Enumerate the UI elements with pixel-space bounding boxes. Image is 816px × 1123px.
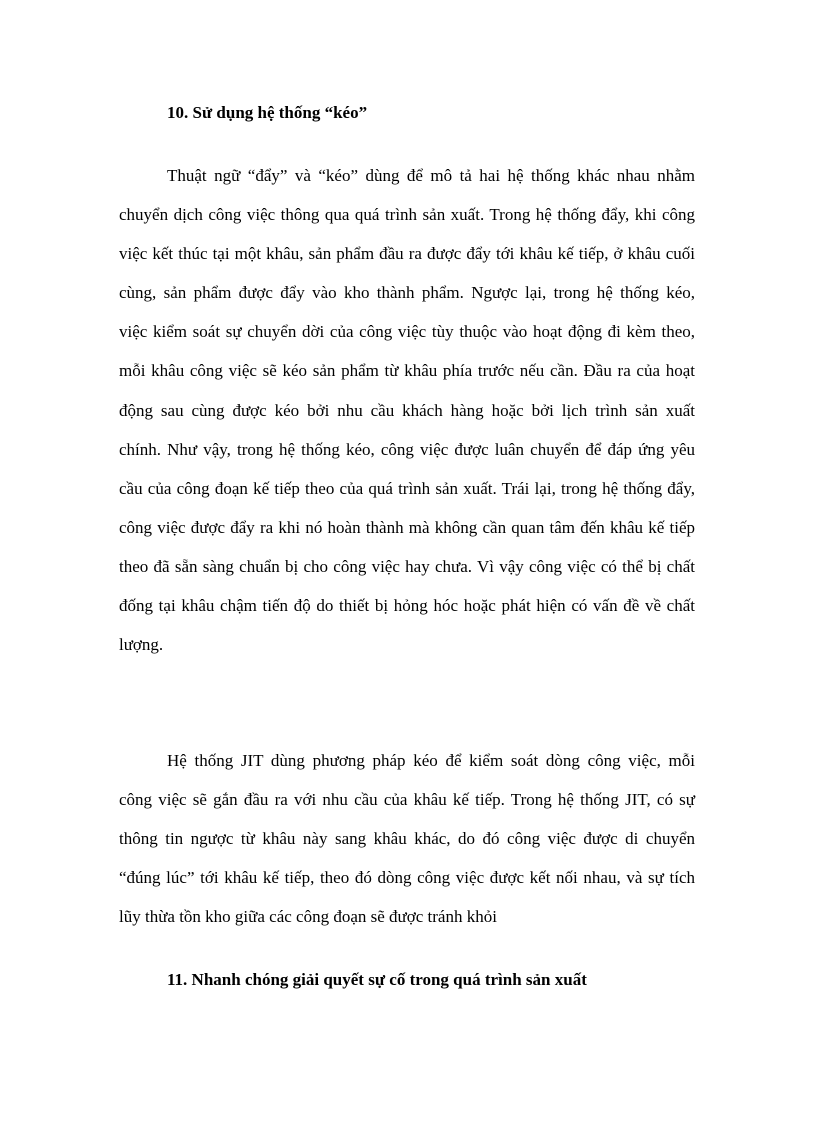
paragraph-line: chuyển dịch công việc thông qua quá trình sản xuất. Trong hệ thống đẩy, khi công	[119, 205, 695, 225]
paragraph-line: thông tin ngược từ khâu này sang khâu khác, do đó công việc được di chuyển	[119, 829, 695, 849]
paragraph-line: công việc sẽ gắn đầu ra với nhu cầu của khâu kế tiếp. Trong hệ thống JIT, có sự	[119, 790, 695, 810]
paragraph-jit-system	[119, 741, 695, 936]
section-11-heading: 11. Nhanh chóng giải quyết sự cố trong quá trình sản xuất	[167, 970, 587, 989]
paragraph-line: động sau cùng được kéo bởi nhu cầu khách hàng hoặc bởi lịch trình sản xuất	[119, 400, 695, 420]
paragraph-line: Hệ thống JIT dùng phương pháp kéo để kiểm soát dòng công việc, mỗi	[167, 751, 695, 770]
paragraph-line: chính. Như vậy, trong hệ thống kéo, công việc được luân chuyển để đáp ứng yêu	[119, 439, 695, 459]
paragraph-line: mỗi khâu công việc sẽ kéo sản phẩm từ khâu phía trước nếu cần. Đầu ra của hoạt	[119, 361, 695, 381]
paragraph-line: đống tại khâu chậm tiến độ do thiết bị hỏng hóc hoặc phát hiện có vấn đề về chất	[119, 596, 695, 616]
paragraph-line: lượng.	[119, 635, 164, 655]
paragraph-line: lũy thừa tồn kho giữa các công đoạn sẽ được tránh khỏi	[119, 907, 497, 927]
paragraph-line: việc kết thúc tại một khâu, sản phẩm đầu ra được đẩy tới khâu kế tiếp, ở khâu cuối	[119, 244, 695, 264]
paragraph-line: cùng, sản phẩm được đẩy vào kho thành phẩm. Ngược lại, trong hệ thống kéo,	[119, 283, 695, 303]
paragraph-pull-vs-push	[119, 156, 695, 664]
paragraph-line: công việc được đẩy ra khi nó hoàn thành mà không cần quan tâm đến khâu kế tiếp	[119, 517, 695, 537]
paragraph-line: cầu của công đoạn kế tiếp theo của quá trình sản xuất. Trái lại, trong hệ thống đẩy,	[119, 478, 695, 498]
section-10-heading: 10. Sử dụng hệ thống “kéo”	[167, 103, 368, 122]
paragraph-line: theo đã sẵn sàng chuẩn bị cho công việc hay chưa. Vì vậy công việc có thể bị chất	[119, 556, 695, 576]
paragraph-line: việc kiểm soát sự chuyển dời của công việc tùy thuộc vào hoạt động đi kèm theo,	[119, 322, 695, 342]
paragraph-line: Thuật ngữ “đẩy” và “kéo” dùng để mô tả hai hệ thống khác nhau nhằm	[167, 166, 695, 185]
paragraph-line: “đúng lúc” tới khâu kế tiếp, theo đó dòng công việc được kết nối nhau, và sự tích	[119, 868, 695, 888]
